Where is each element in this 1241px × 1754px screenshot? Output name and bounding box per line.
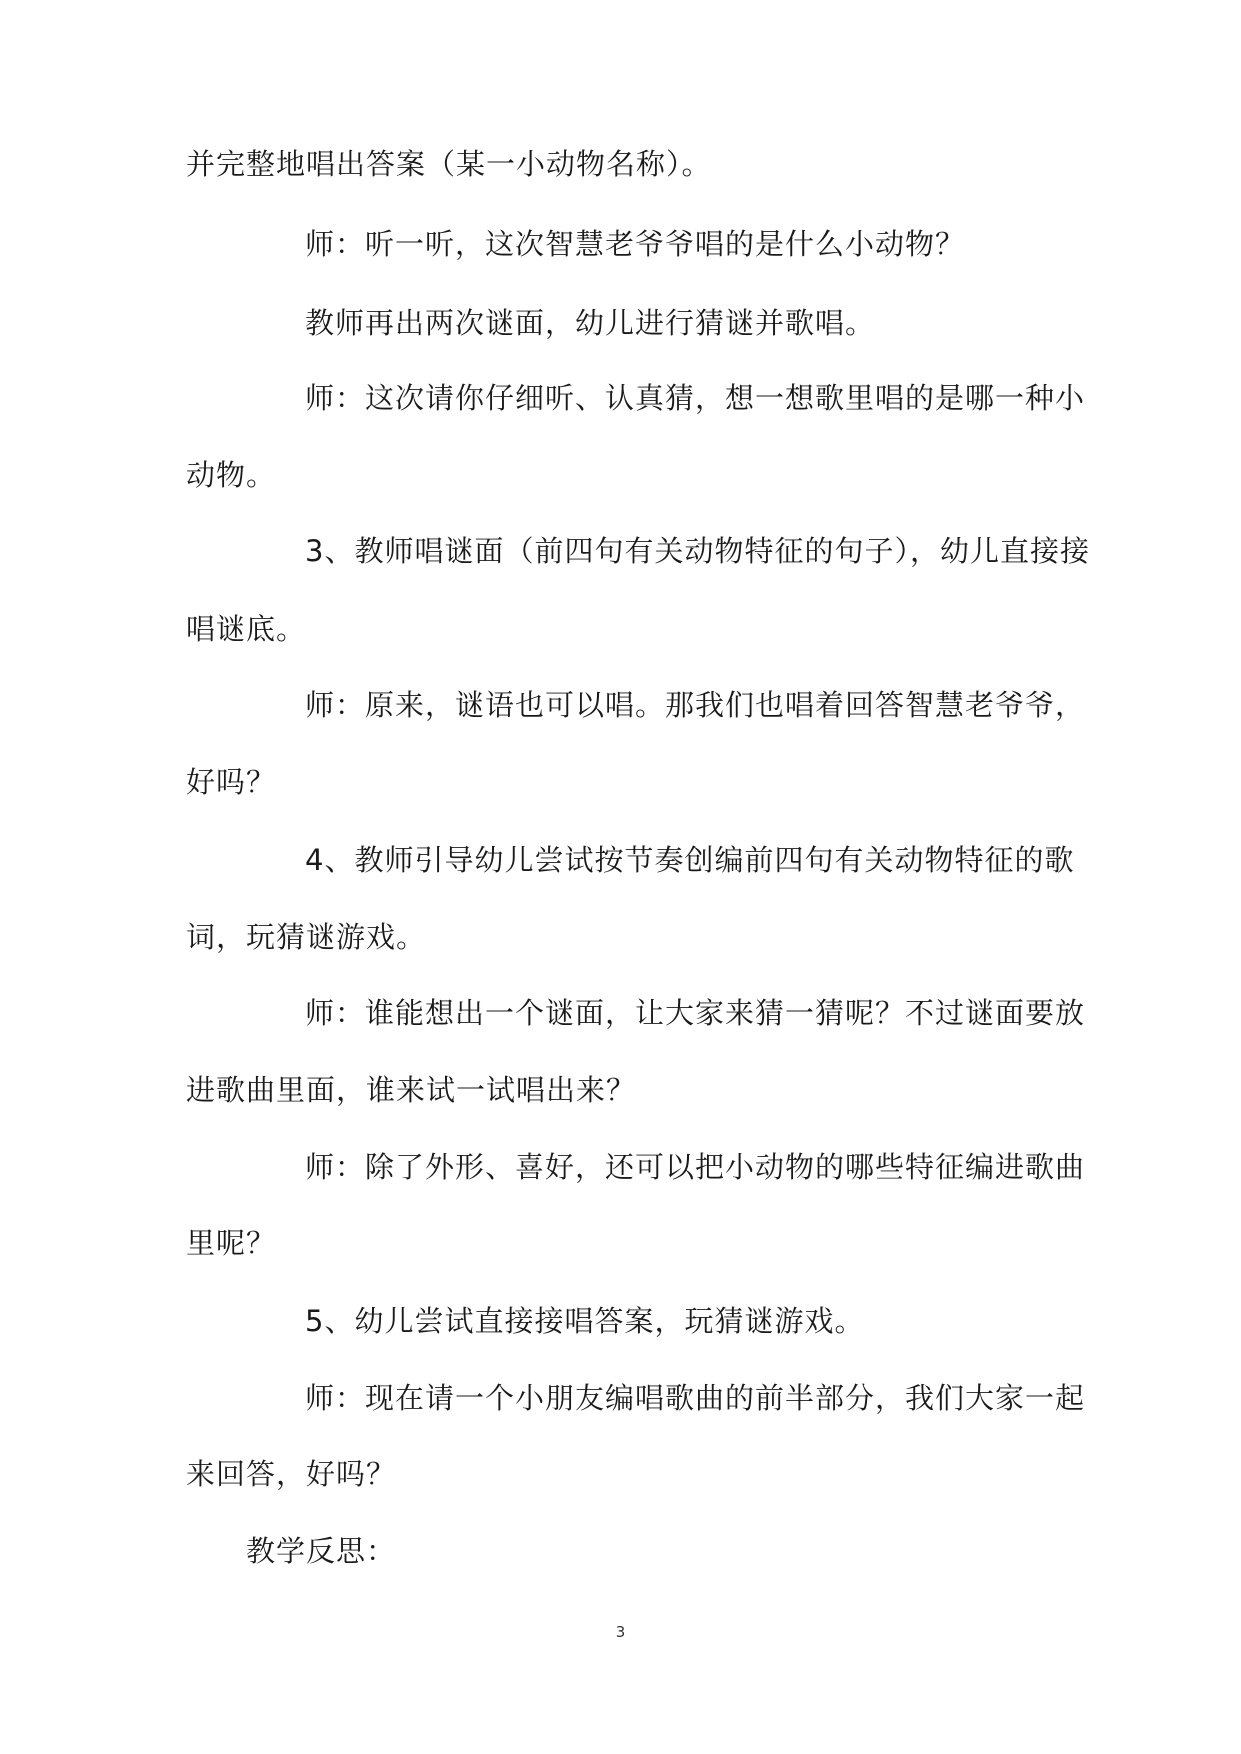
text-line: 里呢？ <box>186 1226 277 1260</box>
text-line: 教学反思： <box>246 1534 397 1568</box>
text-line: 4、教师引导幼儿尝试按节奏创编前四句有关动物特征的歌 <box>305 843 1075 877</box>
text-line: 师：原来，谜语也可以唱。那我们也唱着回答智慧老爷爷， <box>305 688 1086 722</box>
text-line: 5、幼儿尝试直接接唱答案，玩猜谜游戏。 <box>305 1304 865 1338</box>
text-line: 动物。 <box>186 458 277 492</box>
text-line: 师：这次请你仔细听、认真猜，想一想歌里唱的是哪一种小 <box>305 381 1086 415</box>
text-line: 3、教师唱谜面（前四句有关动物特征的句子），幼儿直接接 <box>305 534 1090 568</box>
text-line: 词，玩猜谜游戏。 <box>186 920 427 954</box>
text-line: 教师再出两次谜面，幼儿进行猜谜并歌唱。 <box>305 306 876 340</box>
text-line: 好吗？ <box>186 765 277 799</box>
text-line: 来回答，好吗？ <box>186 1457 397 1491</box>
text-line: 师：现在请一个小朋友编唱歌曲的前半部分，我们大家一起 <box>305 1381 1086 1415</box>
text-line: 师：除了外形、喜好，还可以把小动物的哪些特征编进歌曲 <box>305 1150 1086 1184</box>
page-number: 3 <box>615 1623 626 1641</box>
text-line: 唱谜底。 <box>186 612 307 646</box>
text-line: 并完整地唱出答案（某一小动物名称）。 <box>186 147 712 181</box>
text-line: 师：谁能想出一个谜面，让大家来猜一猜呢？不过谜面要放 <box>305 996 1086 1030</box>
text-line: 进歌曲里面，谁来试一试唱出来？ <box>186 1073 637 1107</box>
text-line: 师：听一听，这次智慧老爷爷唱的是什么小动物？ <box>305 227 966 261</box>
